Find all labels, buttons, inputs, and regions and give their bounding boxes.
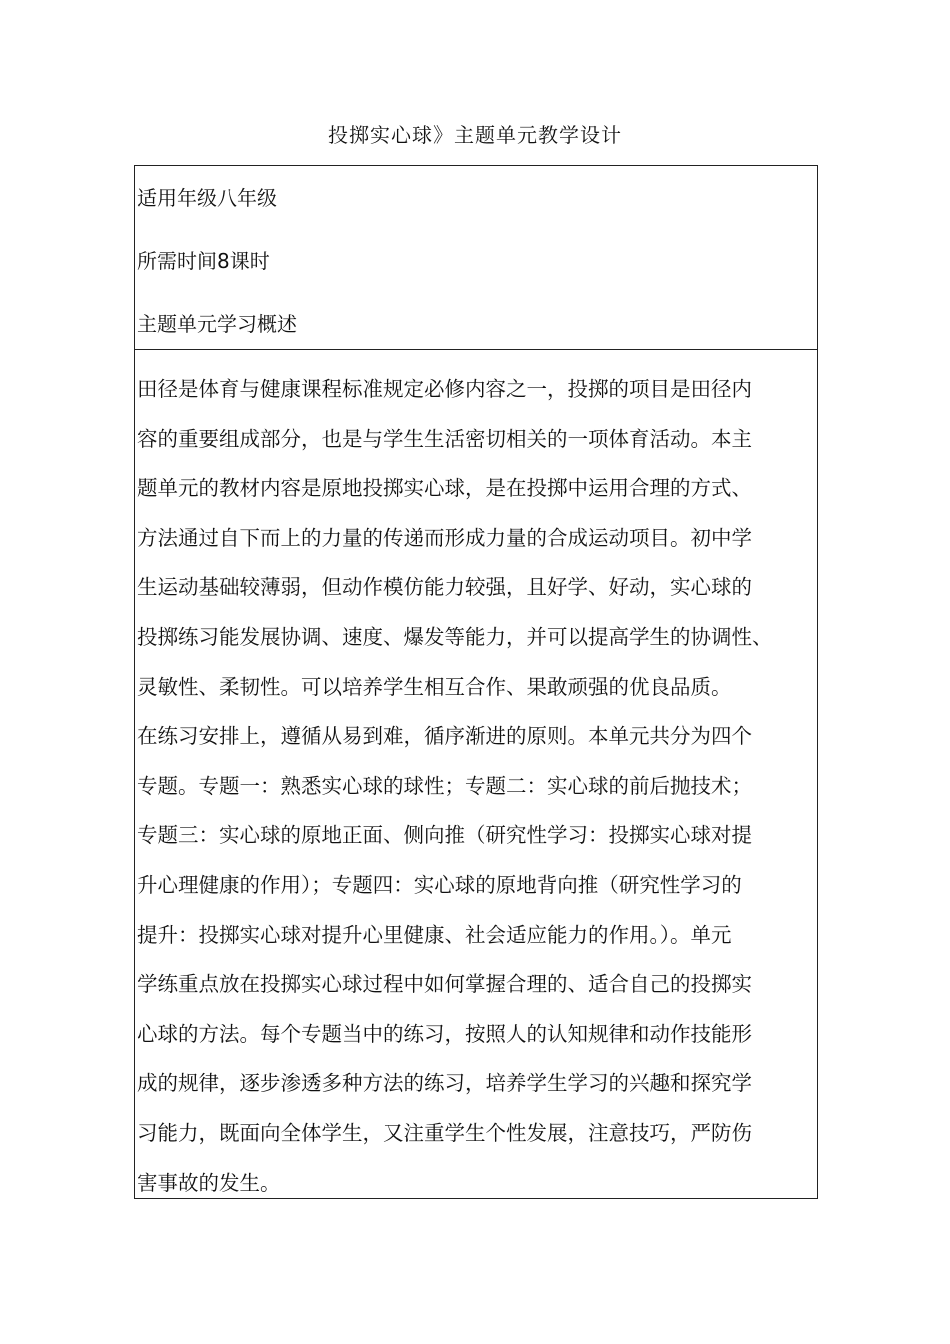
overview-text [137,365,823,1208]
text-line: 心球的方法。每个专题当中的练习，按照人的认知规律和动作技能形 [137,1021,752,1046]
table-divider [135,349,817,350]
text-line: 灵敏性、柔韧性。可以培养学生相互合作、果敢顽强的优良品质。 [137,674,732,699]
text-line: 成的规律，逐步渗透多种方法的练习，培养学生学习的兴趣和探究学 [137,1071,752,1096]
text-line: 方法通过自下而上的力量的传递而形成力量的合成运动项目。初中学 [137,525,752,550]
document-table [134,165,818,1199]
document-title: 投掷实心球》主题单元教学设计 [328,123,622,147]
text-line: 害事故的发生。 [137,1170,281,1195]
text-line: 学练重点放在投掷实心球过程中如何掌握合理的、适合自己的投掷实 [137,972,752,997]
text-line: 专题三：实心球的原地正面、侧向推（研究性学习：投掷实心球对提 [137,823,752,848]
duration-line: 所需时间8课时 [137,249,270,273]
text-line: 习能力，既面向全体学生，又注重学生个性发展，注意技巧，严防伤 [137,1120,752,1145]
text-line: 容的重要组成部分，也是与学生生活密切相关的一项体育活动。本主 [137,426,752,451]
text-line: 专题。专题一：熟悉实心球的球性；专题二：实心球的前后抛技术； [137,773,752,798]
grade-line: 适用年级八年级 [137,186,277,210]
overview-heading: 主题单元学习概述 [137,312,297,336]
text-line: 生运动基础较薄弱，但动作模仿能力较强，且好学、好动，实心球的 [137,575,752,600]
text-line: 升心理健康的作用）；专题四：实心球的原地背向推（研究性学习的 [137,872,742,897]
text-line: 在练习安排上，遵循从易到难，循序渐进的原则。本单元共分为四个 [137,724,752,749]
text-line: 投掷练习能发展协调、速度、爆发等能力，并可以提高学生的协调性、 [137,624,773,649]
text-line: 题单元的教材内容是原地投掷实心球，是在投掷中运用合理的方式、 [137,476,752,501]
text-line: 提升：投掷实心球对提升心里健康、社会适应能力的作用。）。单元 [137,922,732,947]
text-line: 田径是体育与健康课程标准规定必修内容之一，投掷的项目是田径内 [137,377,752,401]
